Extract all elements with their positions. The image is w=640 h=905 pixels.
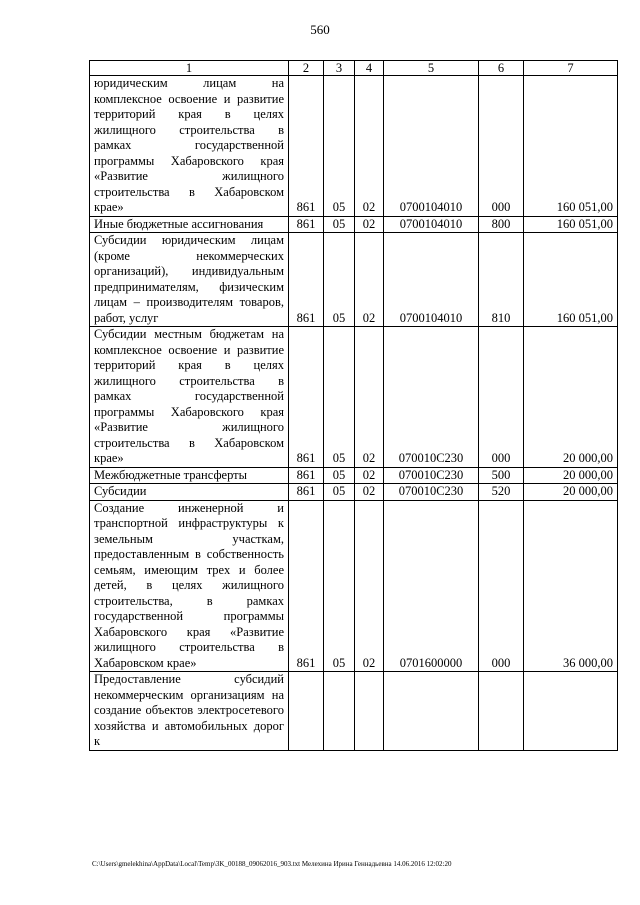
row-subsection-code: 02: [355, 467, 384, 484]
row-section-code: [324, 672, 355, 751]
row-expense-type: 520: [479, 484, 524, 501]
row-ministry-code: 861: [289, 233, 324, 327]
row-ministry-code: 861: [289, 327, 324, 468]
row-description: Субсидии местным бюджетам на комплексное освоение и развитие территорий края в целях жилищного строительства в рамках государственной программы Хабаровского края «Развитие жилищного строительства в Хабаровском крае»: [90, 327, 289, 468]
header-col-3: 3: [324, 61, 355, 76]
row-subsection-code: [355, 672, 384, 751]
row-amount: 160 051,00: [524, 233, 618, 327]
row-subsection-code: 02: [355, 76, 384, 217]
table-row: [90, 484, 618, 501]
row-ministry-code: 861: [289, 500, 324, 672]
row-ministry-code: 861: [289, 216, 324, 233]
row-target-article: 070010С230: [384, 467, 479, 484]
row-expense-type: 000: [479, 327, 524, 468]
row-target-article: 0700104010: [384, 216, 479, 233]
row-section-code: 05: [324, 467, 355, 484]
row-expense-type: 500: [479, 467, 524, 484]
table-row: [90, 467, 618, 484]
header-col-2: 2: [289, 61, 324, 76]
row-subsection-code: 02: [355, 484, 384, 501]
header-row: [90, 61, 618, 76]
row-amount: 160 051,00: [524, 76, 618, 217]
row-description: Субсидии юридическим лицам (кроме некоммерческих организаций), индивидуальным предпринимателям, физическим лицам – производителям товаров, работ, услуг: [90, 233, 289, 327]
row-expense-type: [479, 672, 524, 751]
row-amount: 160 051,00: [524, 216, 618, 233]
row-description: Межбюджетные трансферты: [90, 467, 289, 484]
header-col-1: 1: [90, 61, 289, 76]
row-target-article: 0700104010: [384, 233, 479, 327]
row-description: Предоставление субсидий некоммерческим организациям на создание объектов электросетевого хозяйства и автомобильных дорог к: [90, 672, 289, 751]
table-row: [90, 327, 618, 468]
row-description: Создание инженерной и транспортной инфраструктуры к земельным участкам, предоставленным в собственность семьям, имеющим трех и более детей, в целях жилищного строительства, в рамках государственной программы Хабаровского края «Развитие жилищного строительства в Хабаровском крае»: [90, 500, 289, 672]
row-ministry-code: 861: [289, 467, 324, 484]
row-amount: 20 000,00: [524, 327, 618, 468]
row-subsection-code: 02: [355, 500, 384, 672]
row-description: Субсидии: [90, 484, 289, 501]
header-col-7: 7: [524, 61, 618, 76]
row-target-article: 0701600000: [384, 500, 479, 672]
row-section-code: 05: [324, 233, 355, 327]
row-section-code: 05: [324, 216, 355, 233]
file-path-footer: C:\Users\gmelekhina\AppData\Local\Temp\3K_00188_09062016_903.txt Мелехина Ирина Геннадьевна 14.06.2016 12:02:20: [92, 860, 452, 868]
row-section-code: 05: [324, 327, 355, 468]
row-section-code: 05: [324, 500, 355, 672]
row-amount: 36 000,00: [524, 500, 618, 672]
row-description: юридическим лицам на комплексное освоение и развитие территорий края в целях жилищного строительства в рамках государственной программы Хабаровского края «Развитие жилищного строительства в Хабаровском крае»: [90, 76, 289, 217]
row-ministry-code: [289, 672, 324, 751]
table-row: [90, 76, 618, 217]
row-ministry-code: 861: [289, 484, 324, 501]
row-amount: [524, 672, 618, 751]
header-col-5: 5: [384, 61, 479, 76]
header-col-4: 4: [355, 61, 384, 76]
row-subsection-code: 02: [355, 216, 384, 233]
row-target-article: 070010С230: [384, 327, 479, 468]
row-target-article: [384, 672, 479, 751]
row-description: Иные бюджетные ассигнования: [90, 216, 289, 233]
row-amount: 20 000,00: [524, 467, 618, 484]
row-target-article: 0700104010: [384, 76, 479, 217]
row-expense-type: 810: [479, 233, 524, 327]
row-subsection-code: 02: [355, 233, 384, 327]
header-col-6: 6: [479, 61, 524, 76]
row-expense-type: 800: [479, 216, 524, 233]
page-number: 560: [310, 22, 330, 37]
budget-table: [89, 60, 618, 751]
row-expense-type: 000: [479, 500, 524, 672]
row-subsection-code: 02: [355, 327, 384, 468]
row-section-code: 05: [324, 484, 355, 501]
row-target-article: 070010С230: [384, 484, 479, 501]
table-row: [90, 216, 618, 233]
row-expense-type: 000: [479, 76, 524, 217]
table-row: [90, 672, 618, 751]
table-row: [90, 233, 618, 327]
table-row: [90, 500, 618, 672]
row-amount: 20 000,00: [524, 484, 618, 501]
row-ministry-code: 861: [289, 76, 324, 217]
row-section-code: 05: [324, 76, 355, 217]
